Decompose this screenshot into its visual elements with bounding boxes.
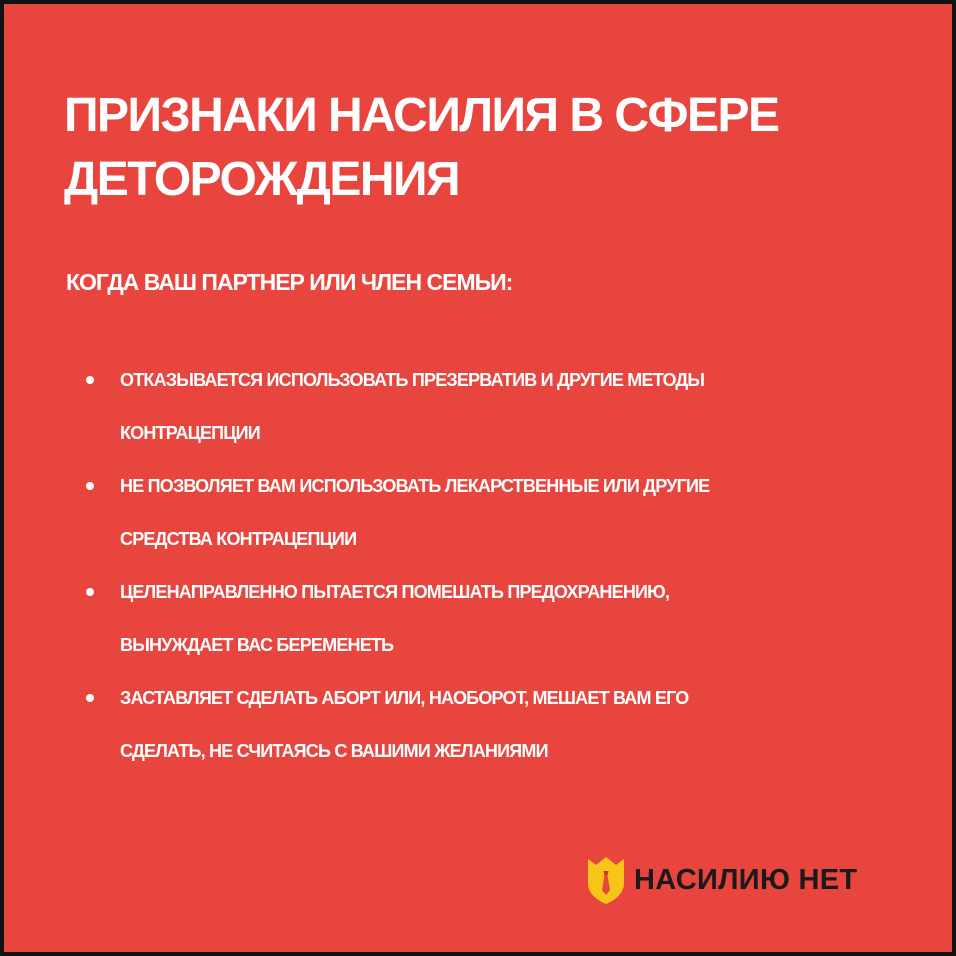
list-item-text: ВЫНУЖДАЕТ ВАС БЕРЕМЕНЕТЬ — [120, 635, 394, 655]
list-item-text: СРЕДСТВА КОНТРАЦЕПЦИИ — [120, 529, 357, 549]
subtitle: КОГДА ВАШ ПАРТНЕР ИЛИ ЧЛЕН СЕМЬИ: — [66, 269, 513, 295]
list-item-text: ЗАСТАВЛЯЕТ СДЕЛАТЬ АБОРТ ИЛИ, НАОБОРОТ, МЕШАЕТ ВАМ ЕГО — [120, 688, 689, 708]
brand-name: НАСИЛИЮ НЕТ — [634, 863, 858, 896]
page-title — [64, 84, 914, 212]
shield-tie-logo-icon — [586, 855, 626, 905]
list-item — [120, 566, 900, 672]
list-item-text: КОНТРАЦЕПЦИИ — [120, 423, 260, 443]
title-line: ПРИЗНАКИ НАСИЛИЯ В СФЕРЕ — [64, 89, 779, 142]
brand-logo — [586, 854, 857, 906]
list-item-text: ЦЕЛЕНАПРАВЛЕННО ПЫТАЕТСЯ ПОМЕШАТЬ ПРЕДОХРАНЕНИЮ, — [120, 582, 670, 602]
title-line: ДЕТОРОЖДЕНИЯ — [64, 153, 460, 206]
list-item — [120, 672, 900, 778]
list-item — [120, 354, 900, 460]
bullet-icon — [86, 482, 94, 490]
list-item-text: СДЕЛАТЬ, НЕ СЧИТАЯСЬ С ВАШИМИ ЖЕЛАНИЯМИ — [120, 741, 548, 761]
list-item — [120, 460, 900, 566]
signs-list — [4, 354, 952, 778]
list-item-text: ОТКАЗЫВАЕТСЯ ИСПОЛЬЗОВАТЬ ПРЕЗЕРВАТИВ И ДРУГИЕ МЕТОДЫ — [120, 370, 705, 390]
bullet-icon — [86, 588, 94, 596]
bullet-icon — [86, 694, 94, 702]
poster-card — [4, 4, 952, 952]
list-item-text: НЕ ПОЗВОЛЯЕТ ВАМ ИСПОЛЬЗОВАТЬ ЛЕКАРСТВЕННЫЕ ИЛИ ДРУГИЕ — [120, 476, 710, 496]
bullet-icon — [86, 376, 94, 384]
